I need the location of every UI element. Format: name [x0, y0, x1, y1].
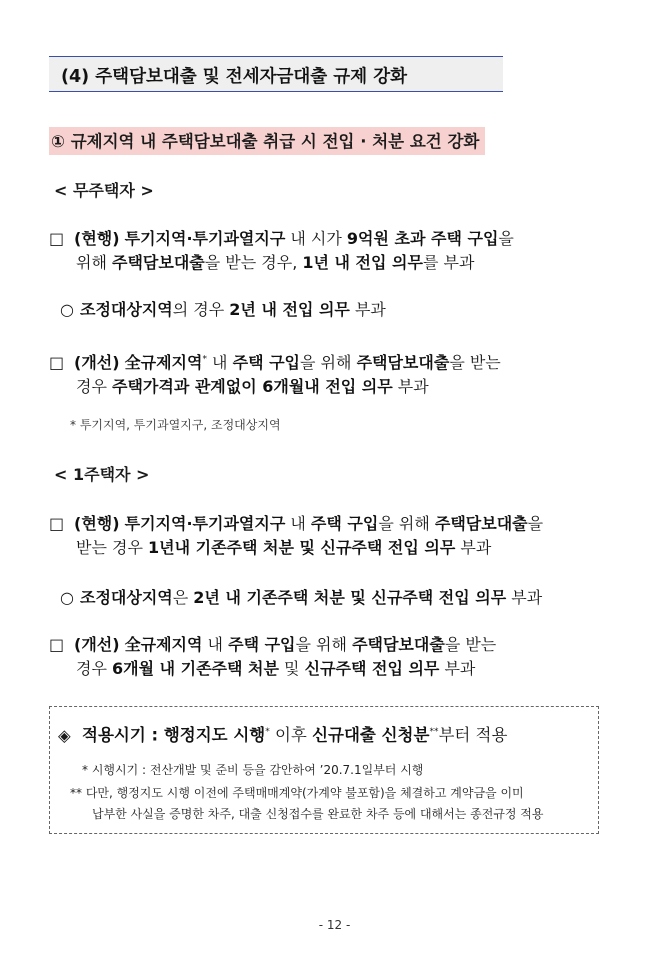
page-number: - 12 - — [318, 918, 351, 932]
circle-bullet-icon: ○ — [60, 300, 74, 319]
subsection-title: ① 규제지역 내 주택담보대출 취급 시 전입 · 처분 요건 강화 — [49, 127, 485, 155]
group2-revised-item: □ (개선) 全규제지역 내 주택 구입을 위해 주택담보대출을 받는 경우 6개월 내 기존주택 처분 및 신규주택 전입 의무 부과 — [49, 635, 497, 678]
effective-date-line: ◈ 적용시기 : 행정지도 시행* 이후 신규대출 신청분**부터 적용 — [58, 720, 507, 748]
group1-adjust-item: ○ 조정대상지역의 경우 2년 내 전입 의무 부과 — [60, 298, 386, 322]
circle-bullet-icon: ○ — [60, 588, 74, 607]
group1-revised-item: □ (개선) 全규제지역* 내 주택 구입을 위해 주택담보대출을 받는 경우 주택가격과 관계없이 6개월내 전입 의무 부과 — [49, 353, 501, 397]
section-bottom-rule — [49, 91, 503, 92]
group2-adjust-item: ○ 조정대상지역은 2년 내 기존주택 처분 및 신규주택 전입 의무 부과 — [60, 586, 542, 610]
effective-note-2-line-1: ** 다만, 행정지도 시행 이전에 주택매매계약(가계약 불포함)을 체결하고 계약금을 이미 — [70, 786, 524, 800]
group-header-no-house: < 무주택자 > — [54, 181, 154, 200]
checkbox-square-icon: □ — [49, 229, 65, 248]
section-title: (4) 주택담보대출 및 전세자금대출 규제 강화 — [61, 67, 408, 87]
diamond-bullet-icon: ◈ — [58, 725, 71, 745]
group1-current-item: □ (현행) 투기지역·투기과열지구 내 시가 9억원 초과 주택 구입을 위해 주택담보대출을 받는 경우, 1년 내 전입 의무를 부과 — [49, 229, 514, 272]
checkbox-square-icon: □ — [49, 353, 65, 373]
group2-current-item: □ (현행) 투기지역·투기과열지구 내 주택 구입을 위해 주택담보대출을 받는 경우 1년내 기존주택 처분 및 신규주택 전입 의무 부과 — [49, 514, 544, 557]
effective-note-1: * 시행시기 : 전산개발 및 준비 등을 감안하여 ’20.7.1일부터 시행 — [82, 763, 424, 777]
checkbox-square-icon: □ — [49, 635, 65, 654]
effective-note-2-line-2: 납부한 사실을 증명한 차주, 대출 신청접수를 완료한 차주 등에 대해서는 종전규정 적용 — [92, 807, 544, 821]
group-header-one-house: < 1주택자 > — [54, 465, 150, 484]
group1-footnote: * 투기지역, 투기과열지구, 조정대상지역 — [70, 418, 281, 432]
checkbox-square-icon: □ — [49, 514, 65, 533]
